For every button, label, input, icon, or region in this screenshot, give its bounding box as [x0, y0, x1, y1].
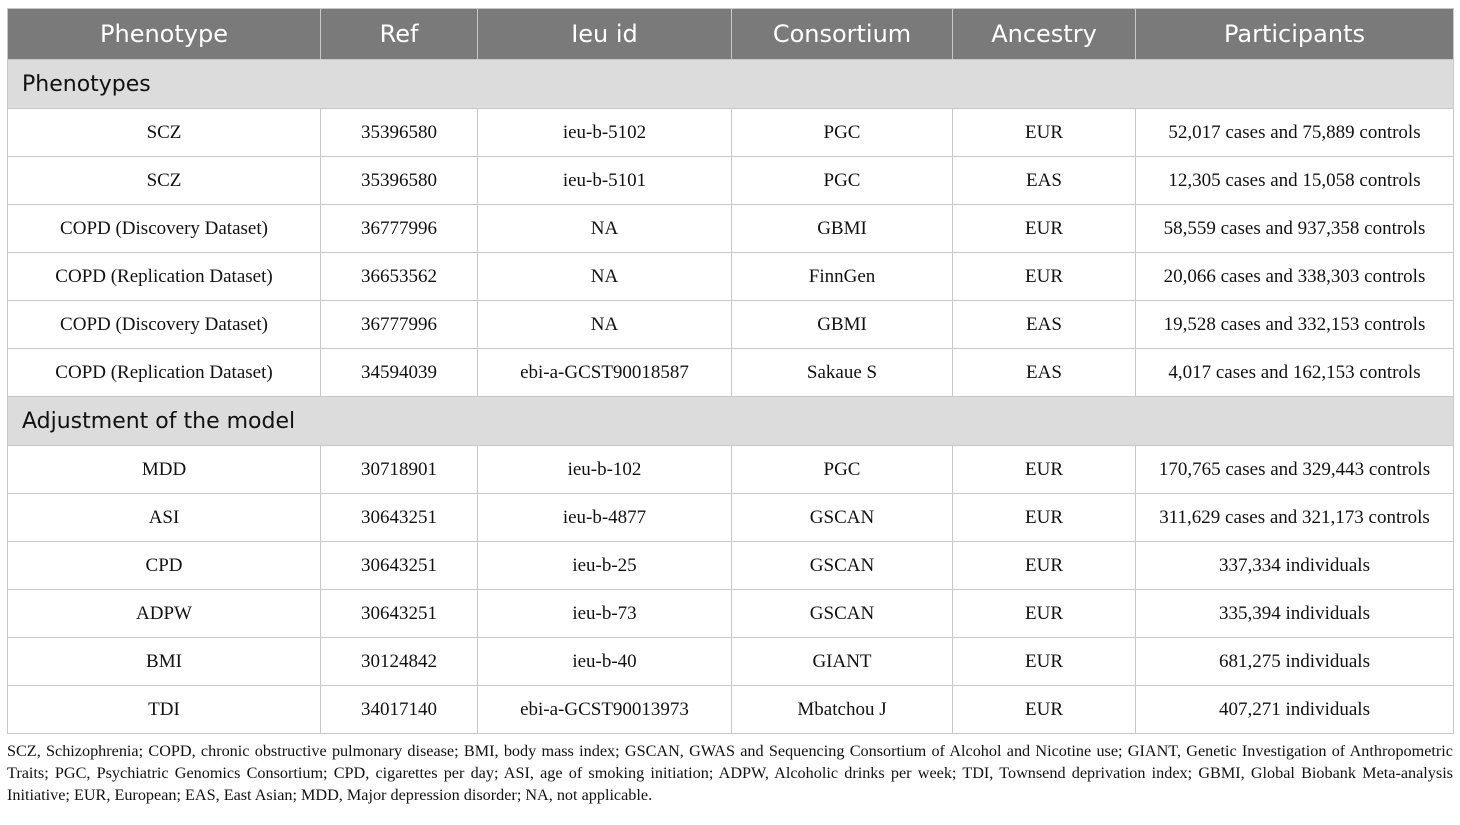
cell-ancestry: EUR — [953, 109, 1136, 157]
cell-consortium: GSCAN — [732, 590, 953, 638]
cell-ieu-id: NA — [478, 301, 732, 349]
cell-consortium: GSCAN — [732, 494, 953, 542]
cell-ref: 36777996 — [321, 205, 478, 253]
section-row — [8, 397, 1454, 446]
header-ancestry: Ancestry — [953, 9, 1136, 60]
cell-participants: 337,334 individuals — [1136, 542, 1454, 590]
cell-phenotype: SCZ — [8, 109, 321, 157]
cell-ref: 35396580 — [321, 157, 478, 205]
cell-ieu-id: ieu-b-73 — [478, 590, 732, 638]
cell-participants: 4,017 cases and 162,153 controls — [1136, 349, 1454, 397]
cell-ancestry: EUR — [953, 446, 1136, 494]
cell-participants: 52,017 cases and 75,889 controls — [1136, 109, 1454, 157]
cell-consortium: GBMI — [732, 301, 953, 349]
cell-ancestry: EAS — [953, 301, 1136, 349]
cell-ancestry: EUR — [953, 253, 1136, 301]
cell-phenotype: MDD — [8, 446, 321, 494]
cell-ref: 30643251 — [321, 494, 478, 542]
cell-ancestry: EUR — [953, 205, 1136, 253]
table-row — [8, 301, 1454, 349]
cell-phenotype: ADPW — [8, 590, 321, 638]
header-row — [8, 9, 1454, 60]
cell-phenotype: TDI — [8, 686, 321, 734]
cell-ieu-id: ebi-a-GCST90013973 — [478, 686, 732, 734]
section-title: Adjustment of the model — [8, 397, 1454, 446]
cell-phenotype: COPD (Replication Dataset) — [8, 253, 321, 301]
cell-ref: 34017140 — [321, 686, 478, 734]
table-row — [8, 157, 1454, 205]
table-row — [8, 205, 1454, 253]
cell-ref: 36653562 — [321, 253, 478, 301]
cell-consortium: GBMI — [732, 205, 953, 253]
cell-participants: 58,559 cases and 937,358 controls — [1136, 205, 1454, 253]
header-phenotype: Phenotype — [8, 9, 321, 60]
cell-consortium: GIANT — [732, 638, 953, 686]
table-row — [8, 109, 1454, 157]
cell-phenotype: COPD (Discovery Dataset) — [8, 205, 321, 253]
cell-ref: 30643251 — [321, 542, 478, 590]
cell-ieu-id: ieu-b-102 — [478, 446, 732, 494]
cell-ieu-id: NA — [478, 253, 732, 301]
cell-ancestry: EUR — [953, 542, 1136, 590]
cell-ref: 35396580 — [321, 109, 478, 157]
cell-ref: 34594039 — [321, 349, 478, 397]
cell-participants: 20,066 cases and 338,303 controls — [1136, 253, 1454, 301]
cell-ieu-id: ieu-b-4877 — [478, 494, 732, 542]
data-table — [7, 8, 1454, 734]
cell-ref: 30643251 — [321, 590, 478, 638]
cell-phenotype: COPD (Replication Dataset) — [8, 349, 321, 397]
header-participants: Participants — [1136, 9, 1454, 60]
cell-phenotype: ASI — [8, 494, 321, 542]
cell-consortium: PGC — [732, 446, 953, 494]
cell-phenotype: COPD (Discovery Dataset) — [8, 301, 321, 349]
cell-consortium: GSCAN — [732, 542, 953, 590]
cell-participants: 407,271 individuals — [1136, 686, 1454, 734]
table-row — [8, 349, 1454, 397]
cell-consortium: PGC — [732, 157, 953, 205]
cell-consortium: PGC — [732, 109, 953, 157]
table-row — [8, 253, 1454, 301]
cell-ieu-id: NA — [478, 205, 732, 253]
table-container — [7, 8, 1453, 734]
header-ref: Ref — [321, 9, 478, 60]
table-row — [8, 590, 1454, 638]
cell-consortium: FinnGen — [732, 253, 953, 301]
cell-phenotype: BMI — [8, 638, 321, 686]
cell-consortium: Mbatchou J — [732, 686, 953, 734]
cell-ancestry: EAS — [953, 157, 1136, 205]
cell-participants: 681,275 individuals — [1136, 638, 1454, 686]
cell-participants: 170,765 cases and 329,443 controls — [1136, 446, 1454, 494]
cell-ieu-id: ieu-b-25 — [478, 542, 732, 590]
cell-ancestry: EAS — [953, 349, 1136, 397]
cell-participants: 335,394 individuals — [1136, 590, 1454, 638]
header-consortium: Consortium — [732, 9, 953, 60]
section-row — [8, 60, 1454, 109]
cell-ieu-id: ieu-b-40 — [478, 638, 732, 686]
cell-participants: 19,528 cases and 332,153 controls — [1136, 301, 1454, 349]
cell-consortium: Sakaue S — [732, 349, 953, 397]
header-ieu-id: Ieu id — [478, 9, 732, 60]
cell-ancestry: EUR — [953, 638, 1136, 686]
cell-ieu-id: ieu-b-5101 — [478, 157, 732, 205]
cell-ancestry: EUR — [953, 494, 1136, 542]
cell-ref: 30124842 — [321, 638, 478, 686]
table-footnote: SCZ, Schizophrenia; COPD, chronic obstructive pulmonary disease; BMI, body mass index; GSCAN, GWAS and Sequencing Consortium of Alcohol and Nicotine use; GIANT, Genetic Investigation of Anthropometric Traits; PGC, Psychiatric Genomics Consortium; CPD, cigarettes per day; ASI, age of smoking initiation; ADPW, Alcoholic drinks per week; TDI, Townsend deprivation index; GBMI, Global Biobank Meta-analysis Initiative; EUR, European; EAS, East Asian; MDD, Major depression disorder; NA, not applicable. — [7, 742, 1453, 804]
cell-ieu-id: ieu-b-5102 — [478, 109, 732, 157]
cell-phenotype: CPD — [8, 542, 321, 590]
cell-ref: 30718901 — [321, 446, 478, 494]
table-row — [8, 446, 1454, 494]
section-title: Phenotypes — [8, 60, 1454, 109]
cell-ref: 36777996 — [321, 301, 478, 349]
table-row — [8, 638, 1454, 686]
cell-participants: 311,629 cases and 321,173 controls — [1136, 494, 1454, 542]
cell-phenotype: SCZ — [8, 157, 321, 205]
cell-participants: 12,305 cases and 15,058 controls — [1136, 157, 1454, 205]
cell-ieu-id: ebi-a-GCST90018587 — [478, 349, 732, 397]
cell-ancestry: EUR — [953, 590, 1136, 638]
table-row — [8, 542, 1454, 590]
table-row — [8, 686, 1454, 734]
cell-ancestry: EUR — [953, 686, 1136, 734]
table-row — [8, 494, 1454, 542]
